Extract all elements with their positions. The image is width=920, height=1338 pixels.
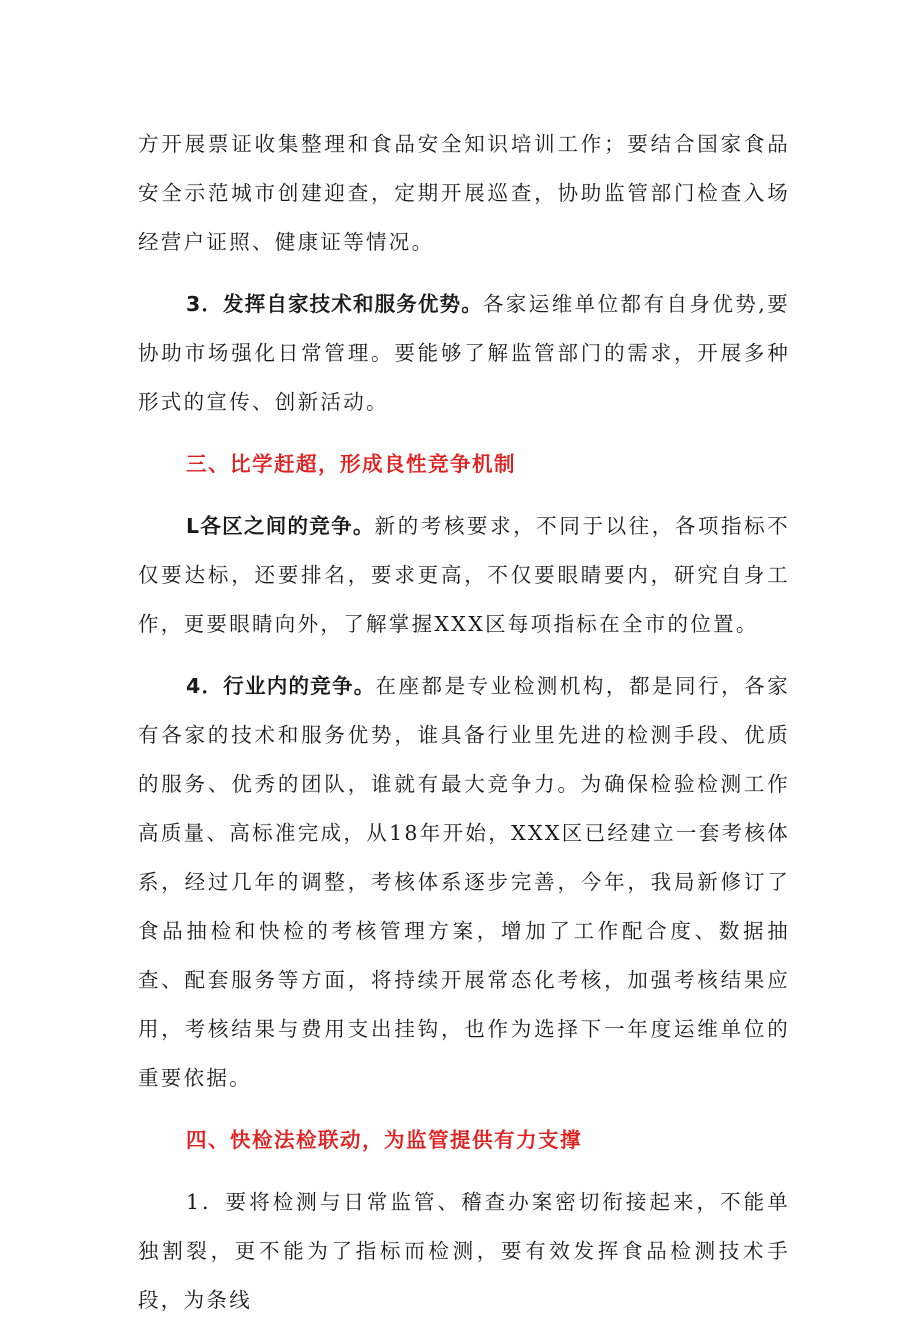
paragraph-section4-item-1: 1．要将检测与日常监管、稽查办案密切衔接起来，不能单独割裂，更不能为了指标而检测，要有效发挥食品检测技术手段，为条线 <box>138 1190 790 1312</box>
document-body <box>138 120 790 1338</box>
paragraph-body: 在座都是专业检测机构，都是同行，各家有各家的技术和服务优势，谁具备行业里先进的检测手段、优质的服务、优秀的团队，谁就有最大竞争力。为确保检验检测工作高质量、高标准完成，从18年开始，XXX区已经建立一套考核体系，经过几年的调整，考核体系逐步完善，今年，我局新修订了食品抽检和快检的考核管理方案，增加了工作配合度、数据抽查、配套服务等方面，将持续开展常态化考核，加强考核结果应用，考核结果与费用支出挂钩，也作为选择下一年度运维单位的重要依据。 <box>138 674 791 1090</box>
paragraph-lead: 4．行业内的竞争。 <box>186 674 376 698</box>
paragraph-item-1 <box>138 502 790 649</box>
paragraph-lead: 3．发挥自家技术和服务优势。 <box>186 292 483 316</box>
section-heading-4: 四、快检法检联动，为监管提供有力支撑 <box>186 1128 582 1152</box>
paragraph-lead: L各区之间的竞争。 <box>186 514 375 538</box>
paragraph-body: 各家运维单位都有自身优势,要协助市场强化日常管理。要能够了解监管部门的需求，开展多种形式的宣传、创新活动。 <box>138 292 791 414</box>
paragraph-body: 新的考核要求，不同于以往，各项指标不仅要达标，还要排名，要求更高，不仅要眼睛要内，研究自身工作，更要眼睛向外，了解掌握XXX区每项指标在全市的位置。 <box>138 514 790 636</box>
section-heading-3: 三、比学赶超，形成良性竞争机制 <box>186 452 516 476</box>
paragraph-item-3 <box>138 280 790 427</box>
paragraph-continuation: 方开展票证收集整理和食品安全知识培训工作；要结合国家食品安全示范城市创建迎查，定期开展巡查，协助监管部门检查入场经营户证照、健康证等情况。 <box>138 132 790 254</box>
paragraph-item-4 <box>138 662 790 1103</box>
